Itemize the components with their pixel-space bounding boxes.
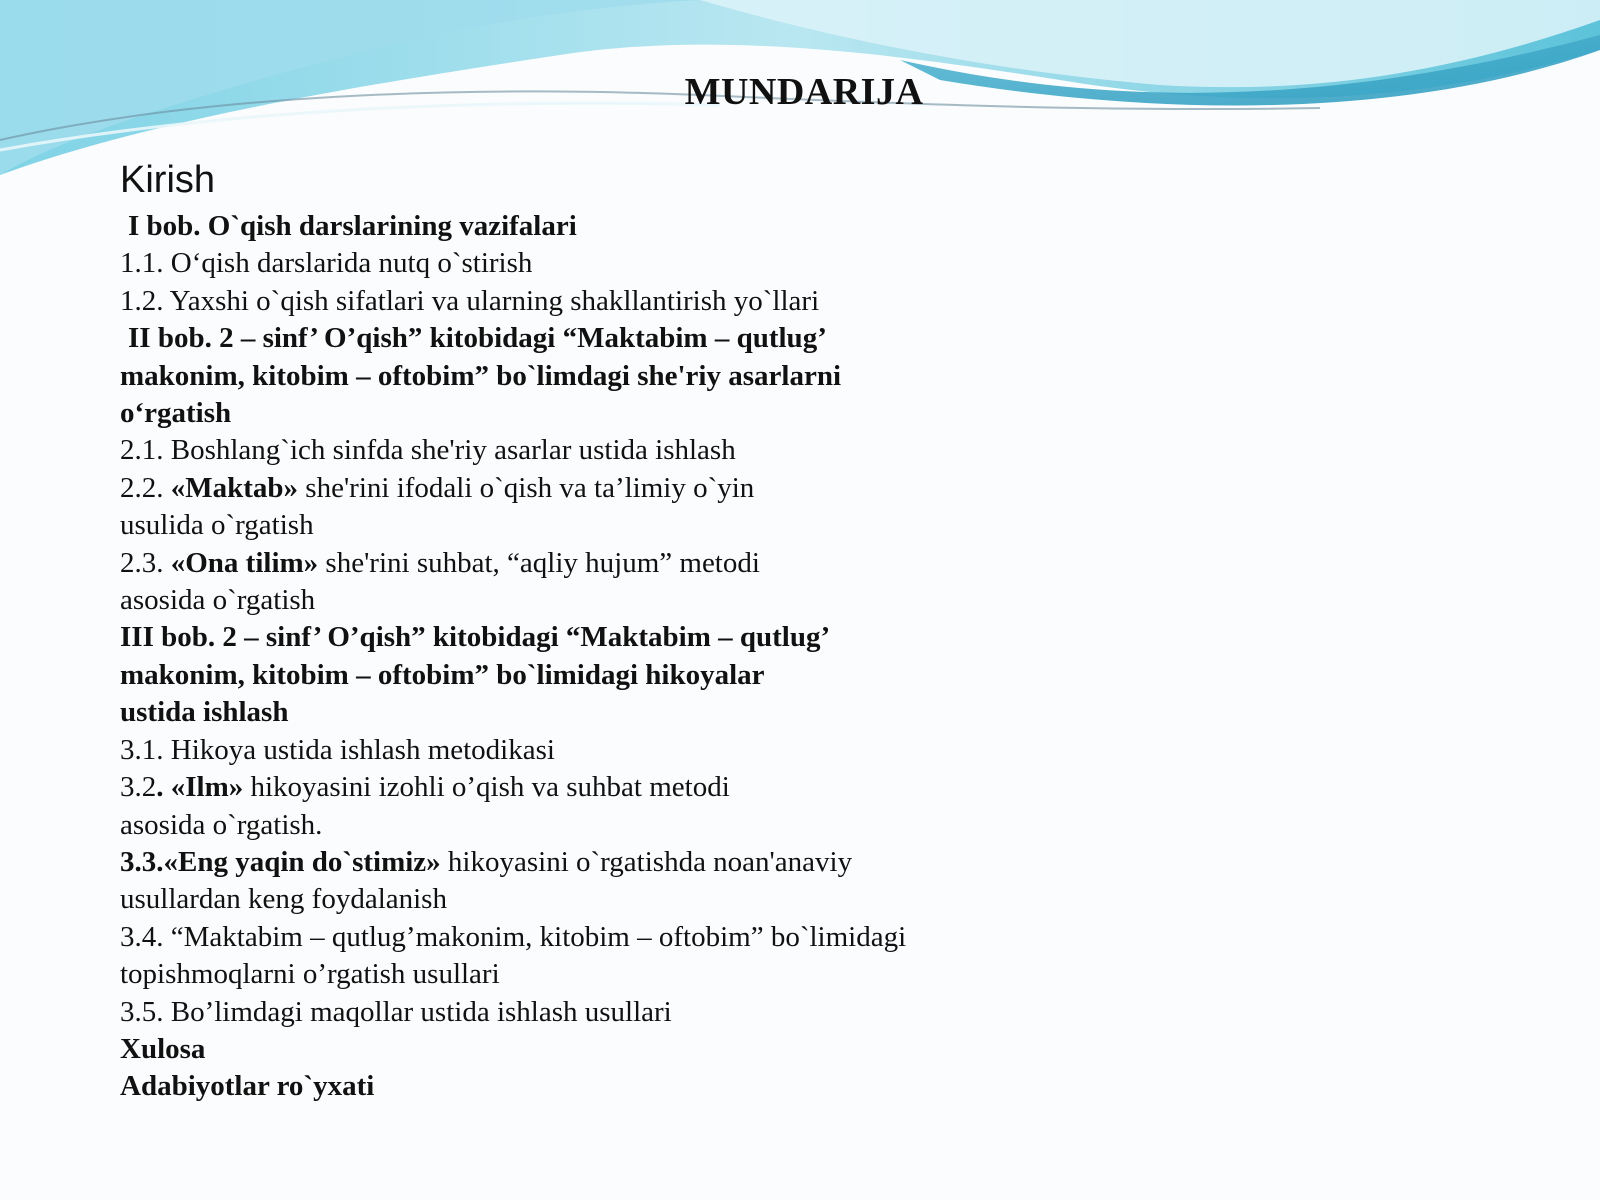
toc-chapter-2-line-3: o‘rgatish bbox=[120, 397, 232, 430]
toc-section-3-2-bold: . «Ilm» bbox=[156, 771, 244, 804]
toc-section-2-2 bbox=[120, 470, 1060, 507]
toc-section-2-3-text: she'rini suhbat, “aqliy hujum” metodi bbox=[318, 546, 760, 579]
toc-references: Adabiyotlar ro`yxati bbox=[120, 1070, 375, 1103]
toc-section-3-3-bold: 3.3.«Eng yaqin do`stimiz» bbox=[120, 845, 441, 878]
toc-section-2-2-text: she'rini ifodali o`qish va ta’limiy o`yin bbox=[298, 471, 755, 504]
toc-section-2-2-number: 2.2. bbox=[120, 471, 171, 504]
toc-section-3-5: 3.5. Bo’limdagi maqollar ustida ishlash usullari bbox=[120, 995, 672, 1028]
toc-section-3-1: 3.1. Hikoya ustida ishlash metodikasi bbox=[120, 733, 555, 766]
toc-section-3-3 bbox=[120, 844, 1060, 881]
table-of-contents bbox=[120, 152, 1060, 1106]
toc-section-3-2-line-2: asosida o`rgatish. bbox=[120, 808, 323, 841]
toc-chapter-3-line-2: makonim, kitobim – oftobim” bo`limidagi hikoyalar bbox=[120, 658, 765, 691]
toc-chapter-2-line-2: makonim, kitobim – oftobim” bo`limdagi she'riy asarlarni bbox=[120, 359, 842, 392]
toc-section-2-3-line-2: asosida o`rgatish bbox=[120, 584, 316, 617]
toc-section-3-2-number: 3.2 bbox=[120, 771, 157, 804]
toc-chapter-1: I bob. O`qish darslarining vazifalari bbox=[128, 210, 577, 242]
toc-chapter-2-line-1: II bob. 2 – sinf’ O’qish” kitobidagi “Maktabim – qutlug’ bbox=[128, 322, 827, 355]
toc-chapter-3-line-3: ustida ishlash bbox=[120, 696, 289, 729]
toc-section-2-2-line-2: usulida o`rgatish bbox=[120, 509, 314, 542]
toc-section-2-1: 2.1. Boshlang`ich sinfda she'riy asarlar ustida ishlash bbox=[120, 434, 736, 467]
page-title: MUNDARIJA bbox=[684, 71, 924, 113]
toc-section-2-2-bold: «Maktab» bbox=[170, 471, 299, 504]
toc-section-2-3-number: 2.3. bbox=[120, 546, 171, 579]
toc-section-3-2-text: hikoyasini izohli o’qish va suhbat metodi bbox=[243, 771, 730, 804]
toc-conclusion: Xulosa bbox=[120, 1032, 206, 1065]
toc-section-3-4-line-2: topishmoqlarni o’rgatish usullari bbox=[120, 958, 500, 991]
toc-section-2-3 bbox=[120, 545, 1060, 582]
toc-section-3-4: 3.4. “Maktabim – qutlug’makonim, kitobim – oftobim” bo`limidagi bbox=[120, 920, 907, 953]
toc-section-3-3-line-2: usullardan keng foydalanish bbox=[120, 883, 447, 916]
toc-section-2-3-bold: «Ona tilim» bbox=[170, 546, 319, 579]
toc-section-1-2: 1.2. Yaxshi o`qish sifatlari va ularning shakllantirish yo`llari bbox=[120, 284, 820, 317]
toc-intro: Kirish bbox=[120, 159, 216, 201]
toc-section-3-2 bbox=[120, 769, 1060, 806]
toc-section-1-1: 1.1. O‘qish darslarida nutq o`stirish bbox=[120, 247, 533, 280]
toc-chapter-3-line-1: III bob. 2 – sinf’ O’qish” kitobidagi “Maktabim – qutlug’ bbox=[120, 621, 831, 654]
toc-section-3-3-text: hikoyasini o`rgatishda noan'anaviy bbox=[440, 845, 853, 878]
